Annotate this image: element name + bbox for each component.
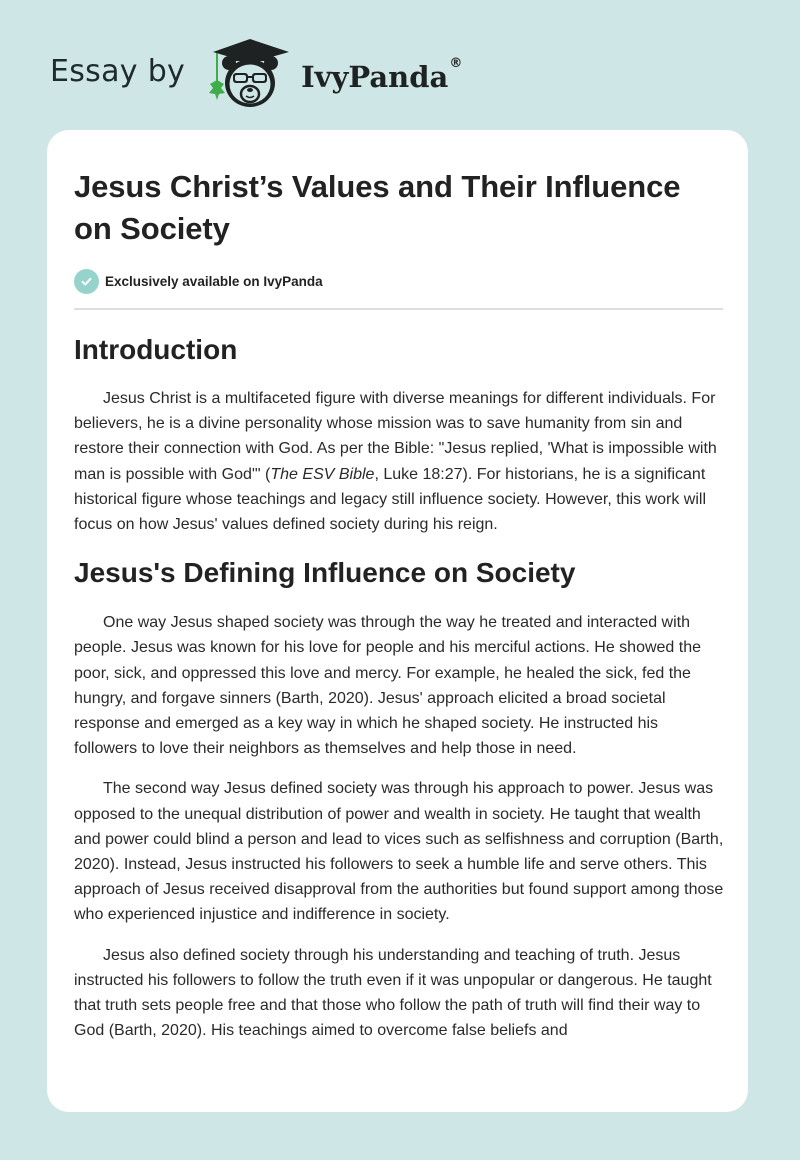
paragraph <box>74 386 724 537</box>
registered-mark: ® <box>449 56 463 71</box>
paragraph: The second way Jesus defined society was through his approach to power. Jesus was opposed to the unequal distribution of power and wealth in society. He taught that wealth and power could blind a person and lead to vices such as selfishness and corruption (Barth, 2020). Instead, Jesus instructed his followers to seek a humble life and serve others. This approach of Jesus received disapproval from the authorities but found support among those who experienced injustice and indifference in society. <box>74 780 724 924</box>
panda-graduate-icon <box>205 36 295 112</box>
brand-name-text: IvyPanda <box>301 60 449 94</box>
brand-logo-link[interactable] <box>50 34 462 114</box>
essay-content <box>74 166 724 1043</box>
exclusive-text: Exclusively available on IvyPanda <box>105 273 323 289</box>
citation-title: The ESV Bible <box>270 465 375 483</box>
paragraph: Jesus also defined society through his understanding and teaching of truth. Jesus instructed his followers to follow the truth even if it was unpopular or dangerous. He taught that truth sets people free and that those who follow the path of truth will find their way to God (Barth, 2020). His teachings aimed to overcome false beliefs and <box>74 946 712 1040</box>
section-heading-defining-influence: Jesus's Defining Influence on Society <box>74 557 576 589</box>
paragraph-text: , Luke 18:27). For historians, he is a significant historical figure whose teachings and legacy still influence society. However, this work will focus on how Jesus' values defined society during his reign. <box>74 465 706 534</box>
paragraph: One way Jesus shaped society was through the way he treated and interacted with people. Jesus was known for his love for people and his merciful actions. He showed the poor, sick, and oppressed this love and mercy. For example, he healed the sick, fed the hungry, and forgave sinners (Barth, 2020). Jesus' approach elicited a broad societal response and emerged as a key way in which he shaped society. He instructed his followers to love their neighbors as themselves and help those in need. <box>74 614 702 758</box>
essay-by-label: Essay by <box>50 53 186 89</box>
paragraph-text: Jesus Christ is a multifaceted figure with diverse meanings for different individuals. For believers, he is a divine personality whose mission was to save humanity from sin and restore their connection with God. As per the Bible: "Jesus replied, 'What is impossible with man is possible with God'" ( <box>74 390 717 483</box>
brand-name <box>301 56 463 94</box>
check-circle-icon <box>74 269 99 294</box>
section-heading-introduction: Introduction <box>74 334 238 365</box>
exclusive-badge <box>74 268 724 294</box>
essay-card <box>47 130 748 1112</box>
divider <box>74 308 723 310</box>
page-title: Jesus Christ’s Values and Their Influence on Society <box>74 169 681 246</box>
site-header <box>0 0 800 130</box>
